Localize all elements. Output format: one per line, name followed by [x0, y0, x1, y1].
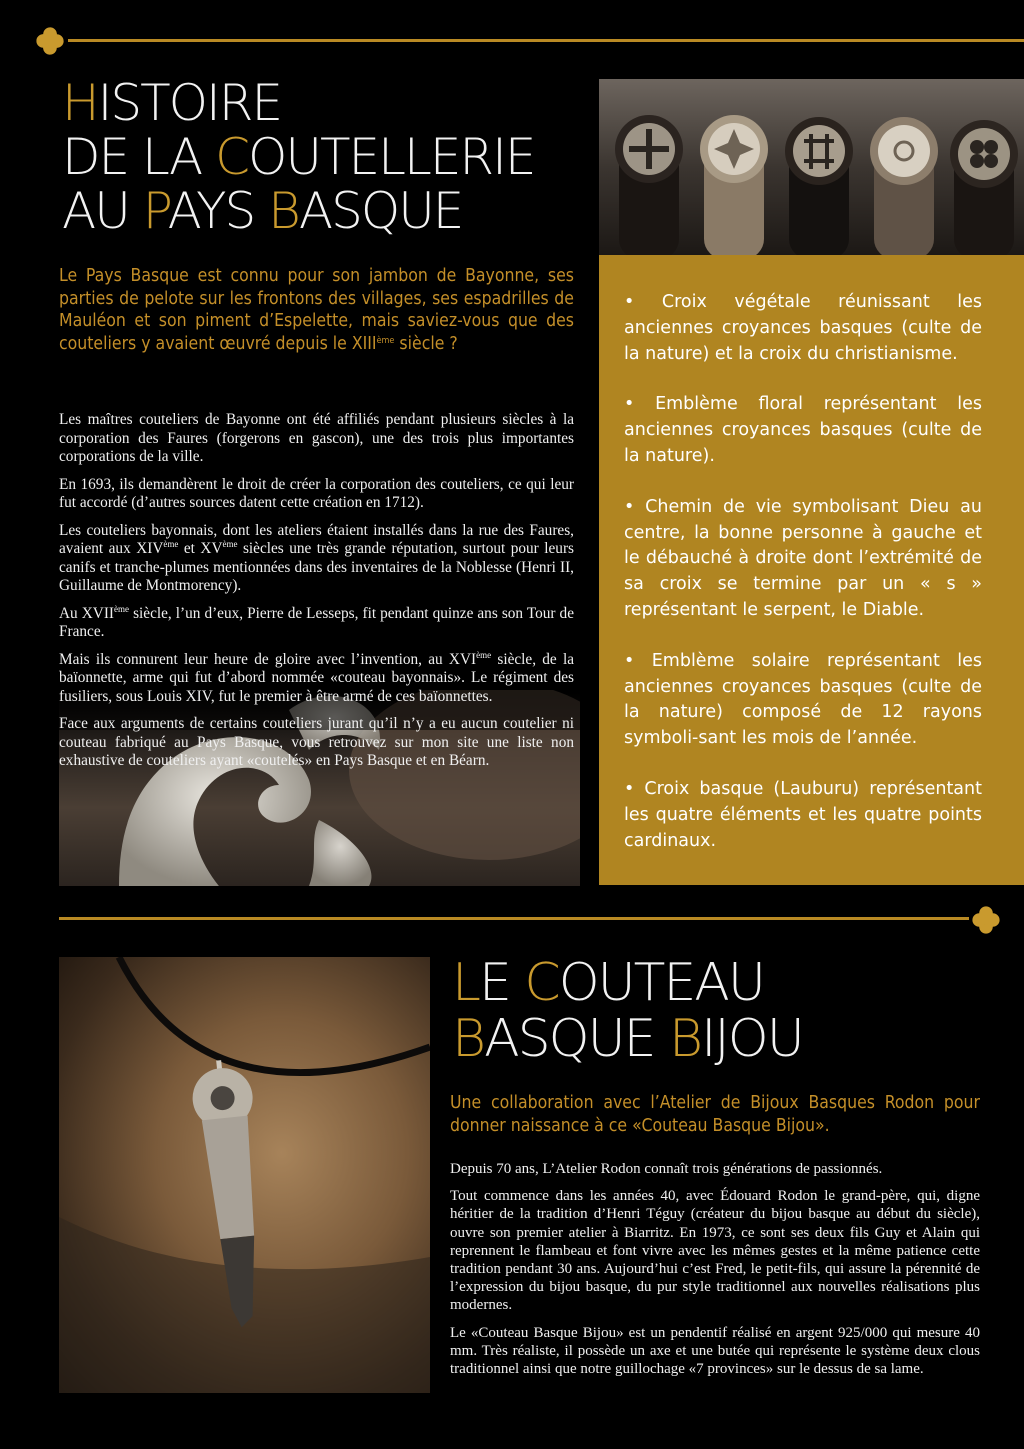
section1-lead: Le Pays Basque est connu pour son jambon de Bayonne, ses parties de pelote sur les frontons des villages, ses espadrilles de Mauléon et son piment d’Espelette, mais saviez-vous que des couteliers y avaient œuvré depuis le XIIIème siècle ? [59, 266, 574, 354]
paragraph: Depuis 70 ans, L’Atelier Rodon connaît trois générations de passionnés. [450, 1161, 883, 1177]
section2-lead: Une collaboration avec l’Atelier de Bijoux Basques Rodon pour donner naissance à ce «Couteau Basque Bijou». [450, 1093, 980, 1136]
list-item: • Emblème floral représentant les anciennes croyances basques (culte de la nature). [624, 394, 982, 466]
paragraph: Face aux arguments de certains couteliers jurant qu’il n’y a eu aucun coutelier ni couteau fabriqué au Pays Basque, vous retrouvez sur mon site une liste non exhaustive de couteliers ayant «coutelés» en Pays Basque et en Béarn. [59, 715, 574, 769]
pendant-photo [59, 957, 430, 1393]
paragraph: Mais ils connurent leur heure de gloire avec l’invention, au XVIème siècle, de la baïonnette, arme qui fut d’abord nommée «couteau bayonnais». Le régiment des fusiliers, sous Louis XIV, fut le premier à être armé de ces baïonnettes. [59, 649, 574, 705]
list-item: • Croix basque (Lauburu) représentant les quatre éléments et les quatre points cardinaux. [624, 778, 982, 851]
symbols-panel [599, 255, 1024, 885]
section1-body [59, 411, 574, 780]
paragraph: Tout commence dans les années 40, avec Édouard Rodon le grand-père, qui, digne héritier de la tradition d’Henri Téguy (créateur du bijou basque au début du siècle), ouvre son premier atelier à Biarritz. En 1973, ce sont ses deux fils Guy et Alain qui reprennent le flambeau et font vivre avec les mêmes gestes et la même patience cette tradition pendant 30 ans. Aujourd’hui c’est Fred, le petit-fils, qui assure la pérennité de l’expression du bijou basque, du pur style traditionnel aux nouvelles réalisations plus modernes. [450, 1188, 980, 1314]
top-rule [68, 39, 1024, 42]
list-item: • Croix végétale réunissant les anciennes croyances basques (culte de la nature) et la croix du christianisme. [624, 292, 982, 364]
paragraph: En 1693, ils demandèrent le droit de créer la corporation des couteliers, ce qui leur fut accordé (d’autres sources datent cette création en 1712). [59, 475, 574, 511]
paragraph: Les maîtres couteliers de Bayonne ont été affiliés pendant plusieurs siècles à la corporation des Faures (forgerons en gascon), une des trois plus importantes corporations de la ville. [59, 411, 574, 465]
lauburu-icon [33, 24, 67, 58]
paragraph: Le «Couteau Basque Bijou» est un pendentif réalisé en argent 925/000 qui mesure 40 mm. Très réaliste, il possède un axe et une butée qui représente le système deux clous traditionnel ainsi que notre guillochage «7 provinces» sur le dessus de sa lame. [450, 1324, 980, 1378]
lauburu-icon [969, 903, 1003, 937]
knife-handles-photo [599, 79, 1024, 255]
page-title: HISTOIRE DE LA COUTELLERIE AU PAYS BASQUE [62, 74, 535, 240]
symbols-list [624, 290, 982, 879]
section2-body [450, 1160, 980, 1387]
paragraph: Au XVIIème siècle, l’un d’eux, Pierre de Lesseps, fit pendant quinze ans son Tour de France. [59, 603, 574, 640]
paragraph: Les couteliers bayonnais, dont les ateliers étaient installés dans la rue des Faures, avaient aux XIVème et XVème siècles une très grande réputation, surtout pour leurs canifs et tranche-plumes mentionnées dans des inventaires de la Noblesse (Henri II, Guillaume de Montmorency). [59, 521, 574, 594]
middle-rule [59, 917, 969, 920]
list-item: • Chemin de vie symbolisant Dieu au centre, la bonne personne à gauche et le débauché à droite dont l’extrémité de sa croix se termine par un « s » représentant le serpent, le Diable. [624, 496, 982, 620]
section2-title: LE COUTEAU BASQUE BIJOU [452, 953, 803, 1069]
list-item: • Emblème solaire représentant les anciennes croyances basques (culte de la nature) composé de 12 rayons symboli-sant les mois de l’année. [624, 650, 982, 749]
